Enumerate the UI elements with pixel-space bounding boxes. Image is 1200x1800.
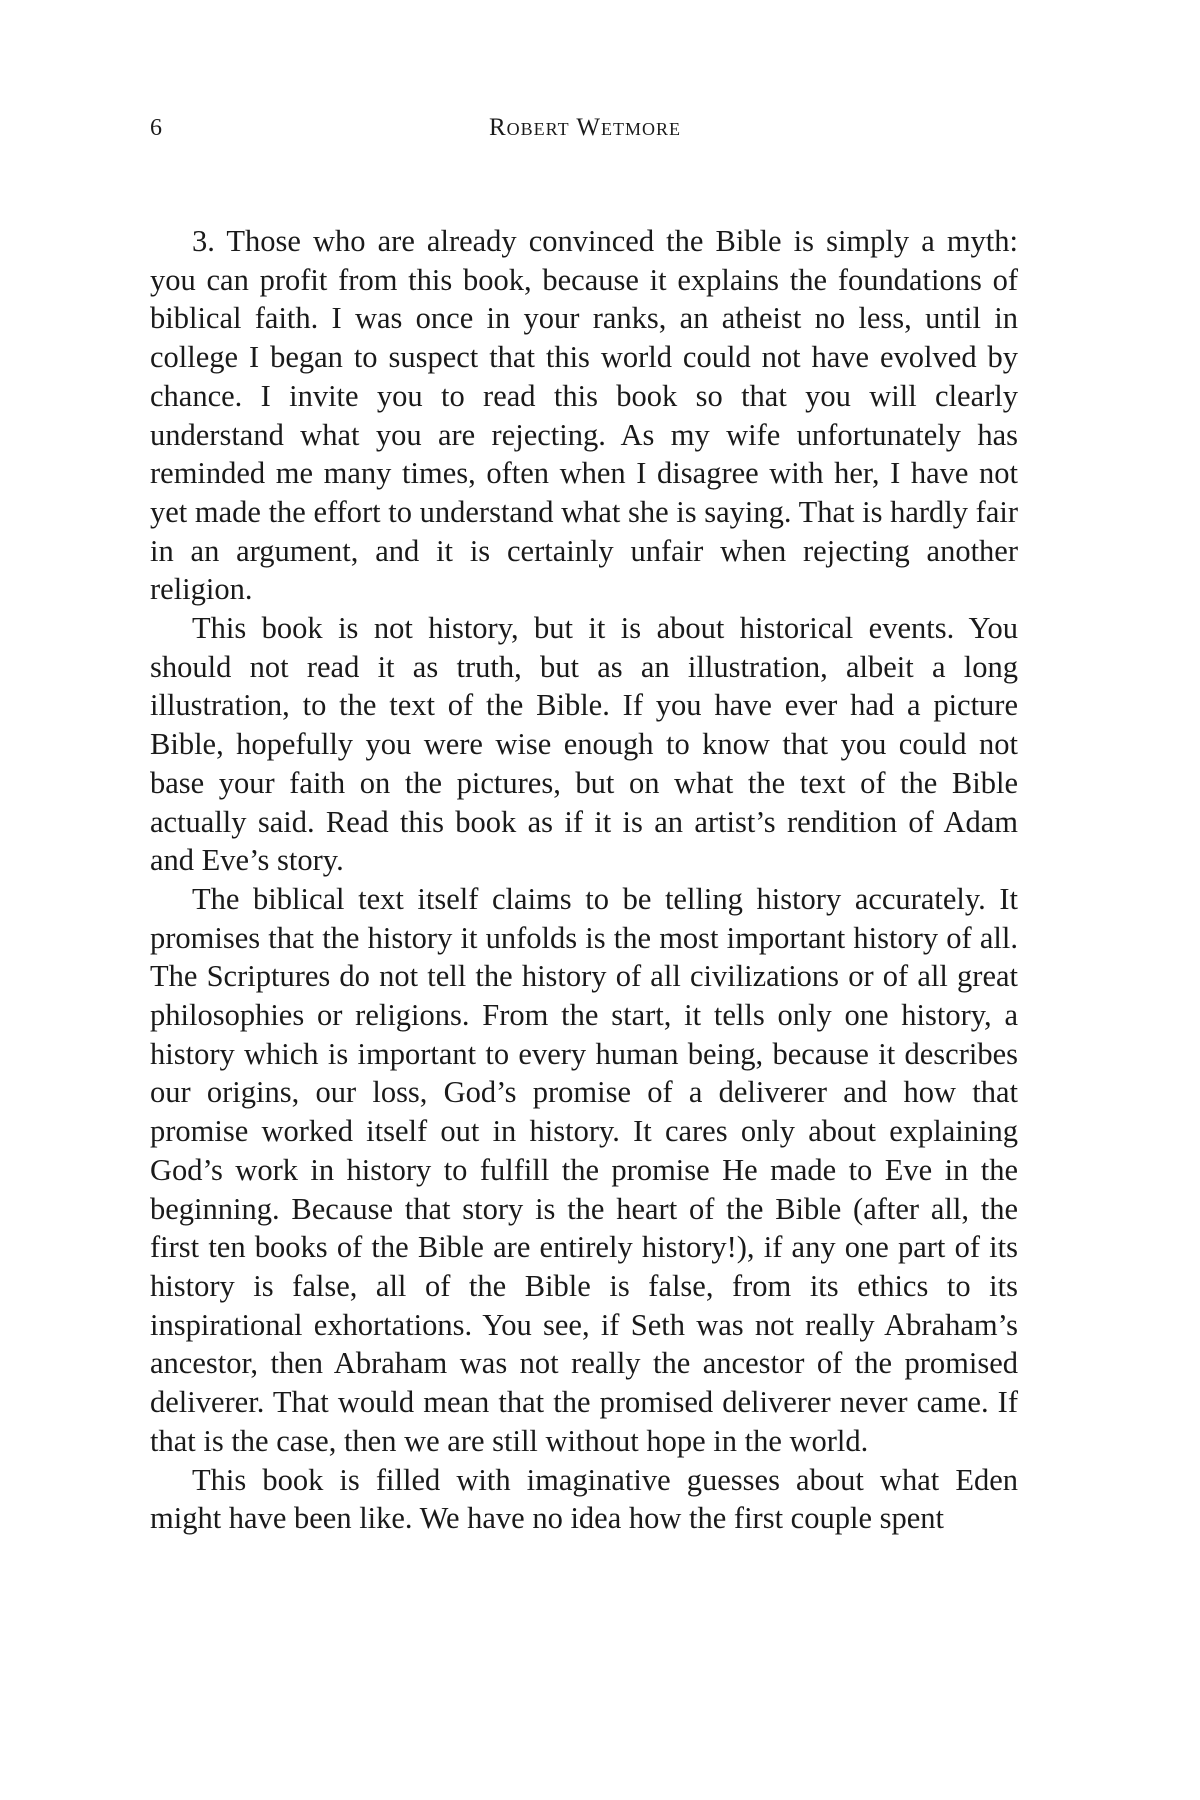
page-number: 6 (150, 115, 162, 141)
paragraph-4: This book is filled with imaginative guesses about what Eden might have been like. We have no idea how the first couple spent (150, 1462, 1018, 1536)
paragraph-2: This book is not history, but it is about historical events. You should not read it as truth, but as an illustration, albeit a long illustration, to the text of the Bible. If you have ever had a picture Bible, hopefully you were wise enough to know that you could not base your faith on the pictures, but on what the text of the Bible actually said. Read this book as if it is an artist’s rendition of Adam and Eve’s story. (150, 611, 1018, 878)
body-text (150, 222, 1018, 1538)
running-title: Robert Wetmore (489, 114, 681, 141)
running-head (150, 108, 1020, 148)
paragraph-3: The biblical text itself claims to be telling history accurately. It promises that the history it unfolds is the most important history of all. The Scriptures do not tell the history of all civilizations or of all great philosophies or religions. From the start, it tells only one history, a history which is important to every human being, because it describes our origins, our loss, God’s promise of a deliverer and how that promise worked itself out in history. It cares only about explaining God’s work in history to fulfill the promise He made to Eve in the beginning. Because that story is the heart of the Bible (after all, the first ten books of the Bible are entirely history!), if any one part of its history is false, all of the Bible is false, from its ethics to its inspirational exhortations. You see, if Seth was not really Abraham’s ancestor, then Abraham was not really the ancestor of the promised deliverer. That would mean that the promised deliverer never came. If that is the case, then we are still without hope in the world. (150, 881, 1018, 1458)
paragraph-1: 3. Those who are already convinced the Bible is simply a myth: you can profit from this book, because it explains the foundations of biblical faith. I was once in your ranks, an atheist no less, until in college I began to suspect that this world could not have evolved by chance. I invite you to read this book so that you will clearly understand what you are rejecting. As my wife unfortunately has reminded me many times, often when I disagree with her, I have not yet made the effort to understand what she is saying. That is hardly fair in an argument, and it is certainly unfair when rejecting another religion. (150, 224, 1018, 607)
